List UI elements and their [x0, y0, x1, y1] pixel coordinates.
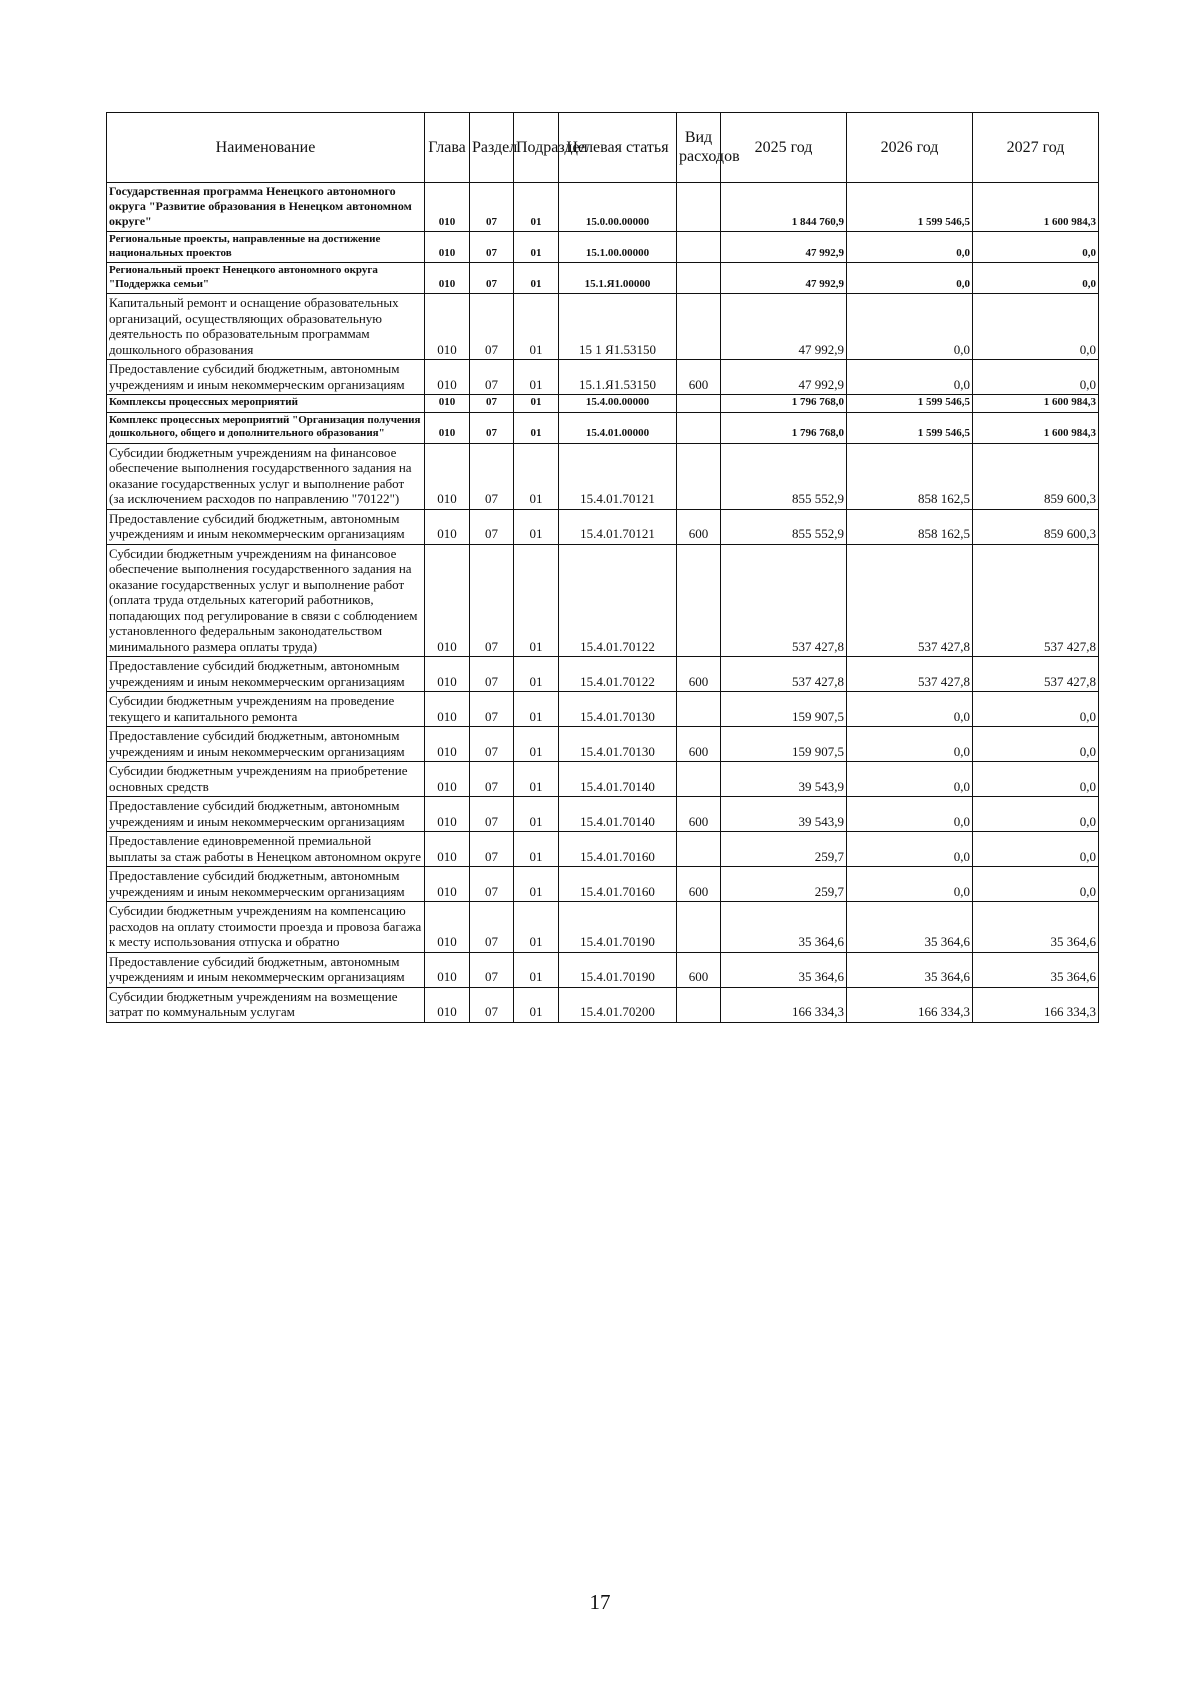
cell-glava: 010	[425, 832, 470, 867]
header-glava: Глава	[425, 113, 470, 183]
cell-2027: 0,0	[973, 692, 1099, 727]
cell-2025: 537 427,8	[721, 544, 847, 657]
cell-celevaya: 15.1.Я1.00000	[559, 263, 677, 294]
cell-name: Предоставление субсидий бюджетным, автономным учреждениям и иным некоммерческим организациям	[107, 360, 425, 395]
cell-2026: 35 364,6	[847, 902, 973, 953]
cell-celevaya: 15.4.01.70190	[559, 952, 677, 987]
cell-razdel: 07	[470, 412, 514, 443]
cell-razdel: 07	[470, 657, 514, 692]
table-header-row	[107, 113, 1099, 183]
cell-razdel: 07	[470, 544, 514, 657]
cell-podrazdel: 01	[514, 263, 559, 294]
cell-podrazdel: 01	[514, 692, 559, 727]
cell-name: Субсидии бюджетным учреждениям на компенсацию расходов на оплату стоимости проезда и провоза багажа к месту использования отпуска и обратно	[107, 902, 425, 953]
table-body	[107, 183, 1099, 1023]
cell-podrazdel: 01	[514, 544, 559, 657]
table-row	[107, 902, 1099, 953]
cell-podrazdel: 01	[514, 727, 559, 762]
cell-2025: 47 992,9	[721, 360, 847, 395]
cell-vid: 600	[677, 797, 721, 832]
cell-name: Предоставление субсидий бюджетным, автономным учреждениям и иным некоммерческим организациям	[107, 509, 425, 544]
cell-2026: 166 334,3	[847, 987, 973, 1022]
table-row	[107, 443, 1099, 509]
cell-vid: 600	[677, 727, 721, 762]
cell-vid	[677, 443, 721, 509]
cell-vid	[677, 395, 721, 413]
cell-podrazdel: 01	[514, 952, 559, 987]
cell-celevaya: 15.4.01.70140	[559, 762, 677, 797]
cell-2026: 0,0	[847, 797, 973, 832]
cell-2026: 1 599 546,5	[847, 412, 973, 443]
cell-razdel: 07	[470, 867, 514, 902]
table-row	[107, 692, 1099, 727]
cell-glava: 010	[425, 727, 470, 762]
cell-2026: 35 364,6	[847, 952, 973, 987]
cell-2025: 159 907,5	[721, 727, 847, 762]
page-number: 17	[589, 1590, 611, 1614]
table-row	[107, 360, 1099, 395]
cell-razdel: 07	[470, 952, 514, 987]
cell-2025: 1 796 768,0	[721, 395, 847, 413]
cell-2026: 537 427,8	[847, 657, 973, 692]
cell-2026: 0,0	[847, 867, 973, 902]
cell-name: Комплекс процессных мероприятий "Организация получения дошкольного, общего и дополнительного образования"	[107, 412, 425, 443]
cell-name: Предоставление единовременной премиальной выплаты за стаж работы в Ненецком автономном округе	[107, 832, 425, 867]
cell-2025: 537 427,8	[721, 657, 847, 692]
table-row	[107, 412, 1099, 443]
cell-2025: 259,7	[721, 867, 847, 902]
cell-2025: 47 992,9	[721, 294, 847, 360]
cell-glava: 010	[425, 183, 470, 232]
cell-podrazdel: 01	[514, 395, 559, 413]
cell-glava: 010	[425, 902, 470, 953]
cell-vid	[677, 183, 721, 232]
cell-2025: 35 364,6	[721, 902, 847, 953]
table-row	[107, 832, 1099, 867]
header-vid: Вид расходов	[677, 113, 721, 183]
cell-vid	[677, 692, 721, 727]
cell-glava: 010	[425, 360, 470, 395]
cell-2027: 537 427,8	[973, 657, 1099, 692]
cell-celevaya: 15.1.00.00000	[559, 232, 677, 263]
table-row	[107, 509, 1099, 544]
cell-celevaya: 15.4.01.70122	[559, 544, 677, 657]
cell-2025: 39 543,9	[721, 762, 847, 797]
table-row	[107, 657, 1099, 692]
cell-2027: 0,0	[973, 797, 1099, 832]
table-row	[107, 727, 1099, 762]
header-2026: 2026 год	[847, 113, 973, 183]
cell-name: Капитальный ремонт и оснащение образовательных организаций, осуществляющих образовательную деятельность по образовательным программам дошкольного образования	[107, 294, 425, 360]
cell-vid	[677, 263, 721, 294]
cell-podrazdel: 01	[514, 867, 559, 902]
cell-2025: 39 543,9	[721, 797, 847, 832]
cell-celevaya: 15.4.01.70130	[559, 727, 677, 762]
cell-vid	[677, 762, 721, 797]
cell-glava: 010	[425, 762, 470, 797]
cell-podrazdel: 01	[514, 294, 559, 360]
cell-name: Предоставление субсидий бюджетным, автономным учреждениям и иным некоммерческим организациям	[107, 797, 425, 832]
cell-glava: 010	[425, 657, 470, 692]
cell-2026: 537 427,8	[847, 544, 973, 657]
cell-2026: 0,0	[847, 263, 973, 294]
cell-podrazdel: 01	[514, 412, 559, 443]
cell-2026: 0,0	[847, 692, 973, 727]
cell-2026: 0,0	[847, 232, 973, 263]
cell-2027: 1 600 984,3	[973, 412, 1099, 443]
cell-glava: 010	[425, 692, 470, 727]
cell-razdel: 07	[470, 443, 514, 509]
table-row	[107, 952, 1099, 987]
cell-glava: 010	[425, 232, 470, 263]
cell-glava: 010	[425, 509, 470, 544]
cell-glava: 010	[425, 952, 470, 987]
cell-2027: 0,0	[973, 867, 1099, 902]
cell-name: Субсидии бюджетным учреждениям на финансовое обеспечение выполнения государственного задания на оказание государственных услуг и выполнение работ (оплата труда отдельных категорий работников, попадающих под регулирование в связи с соблюдением установленного федеральным законодательством минимального размера оплаты труда)	[107, 544, 425, 657]
cell-razdel: 07	[470, 692, 514, 727]
cell-2027: 0,0	[973, 263, 1099, 294]
cell-razdel: 07	[470, 509, 514, 544]
table-row	[107, 232, 1099, 263]
cell-2027: 0,0	[973, 762, 1099, 797]
cell-vid	[677, 232, 721, 263]
header-podrazdel: Подраздел	[514, 113, 559, 183]
cell-2025: 855 552,9	[721, 443, 847, 509]
header-name: Наименование	[107, 113, 425, 183]
cell-2027: 1 600 984,3	[973, 183, 1099, 232]
cell-podrazdel: 01	[514, 987, 559, 1022]
cell-2027: 0,0	[973, 360, 1099, 395]
cell-2027: 1 600 984,3	[973, 395, 1099, 413]
cell-celevaya: 15.4.00.00000	[559, 395, 677, 413]
cell-celevaya: 15.4.01.70200	[559, 987, 677, 1022]
cell-celevaya: 15.4.01.70122	[559, 657, 677, 692]
cell-vid	[677, 294, 721, 360]
cell-podrazdel: 01	[514, 797, 559, 832]
cell-2025: 166 334,3	[721, 987, 847, 1022]
cell-glava: 010	[425, 544, 470, 657]
cell-name: Субсидии бюджетным учреждениям на проведение текущего и капитального ремонта	[107, 692, 425, 727]
cell-glava: 010	[425, 294, 470, 360]
cell-2026: 1 599 546,5	[847, 183, 973, 232]
header-razdel: Раздел	[470, 113, 514, 183]
table-row	[107, 987, 1099, 1022]
cell-2025: 47 992,9	[721, 232, 847, 263]
cell-2026: 0,0	[847, 727, 973, 762]
cell-2027: 537 427,8	[973, 544, 1099, 657]
cell-vid	[677, 987, 721, 1022]
cell-vid	[677, 544, 721, 657]
cell-celevaya: 15.4.01.70160	[559, 867, 677, 902]
table-row	[107, 395, 1099, 413]
cell-razdel: 07	[470, 395, 514, 413]
cell-2026: 0,0	[847, 360, 973, 395]
table-row	[107, 263, 1099, 294]
cell-celevaya: 15.4.01.00000	[559, 412, 677, 443]
cell-razdel: 07	[470, 797, 514, 832]
cell-2027: 859 600,3	[973, 443, 1099, 509]
cell-name: Комплексы процессных мероприятий	[107, 395, 425, 413]
cell-razdel: 07	[470, 902, 514, 953]
cell-vid	[677, 412, 721, 443]
cell-2025: 1 796 768,0	[721, 412, 847, 443]
cell-vid: 600	[677, 509, 721, 544]
cell-2027: 0,0	[973, 294, 1099, 360]
cell-2025: 47 992,9	[721, 263, 847, 294]
table-row	[107, 183, 1099, 232]
table-row	[107, 867, 1099, 902]
cell-celevaya: 15.4.01.70121	[559, 509, 677, 544]
cell-celevaya: 15 1 Я1.53150	[559, 294, 677, 360]
cell-razdel: 07	[470, 294, 514, 360]
cell-celevaya: 15.0.00.00000	[559, 183, 677, 232]
header-2027: 2027 год	[973, 113, 1099, 183]
cell-celevaya: 15.4.01.70160	[559, 832, 677, 867]
header-celevaya: Целевая статья	[559, 113, 677, 183]
cell-2026: 0,0	[847, 294, 973, 360]
cell-name: Предоставление субсидий бюджетным, автономным учреждениям и иным некоммерческим организациям	[107, 657, 425, 692]
cell-glava: 010	[425, 263, 470, 294]
cell-name: Государственная программа Ненецкого автономного округа "Развитие образования в Ненецком автономном округе"	[107, 183, 425, 232]
cell-2027: 859 600,3	[973, 509, 1099, 544]
cell-podrazdel: 01	[514, 360, 559, 395]
cell-glava: 010	[425, 395, 470, 413]
cell-2026: 858 162,5	[847, 509, 973, 544]
cell-glava: 010	[425, 867, 470, 902]
cell-podrazdel: 01	[514, 657, 559, 692]
cell-razdel: 07	[470, 727, 514, 762]
cell-podrazdel: 01	[514, 902, 559, 953]
cell-2026: 1 599 546,5	[847, 395, 973, 413]
table-row	[107, 294, 1099, 360]
cell-name: Предоставление субсидий бюджетным, автономным учреждениям и иным некоммерческим организациям	[107, 867, 425, 902]
cell-2027: 0,0	[973, 832, 1099, 867]
cell-2025: 855 552,9	[721, 509, 847, 544]
cell-podrazdel: 01	[514, 443, 559, 509]
cell-vid: 600	[677, 360, 721, 395]
cell-2027: 0,0	[973, 232, 1099, 263]
cell-podrazdel: 01	[514, 232, 559, 263]
cell-celevaya: 15.4.01.70140	[559, 797, 677, 832]
cell-razdel: 07	[470, 762, 514, 797]
cell-2026: 0,0	[847, 832, 973, 867]
cell-razdel: 07	[470, 183, 514, 232]
cell-2026: 0,0	[847, 762, 973, 797]
cell-razdel: 07	[470, 263, 514, 294]
cell-celevaya: 15.4.01.70190	[559, 902, 677, 953]
cell-glava: 010	[425, 797, 470, 832]
cell-2025: 159 907,5	[721, 692, 847, 727]
cell-name: Предоставление субсидий бюджетным, автономным учреждениям и иным некоммерческим организациям	[107, 952, 425, 987]
table-row	[107, 544, 1099, 657]
cell-vid	[677, 832, 721, 867]
cell-celevaya: 15.4.01.70130	[559, 692, 677, 727]
cell-2027: 35 364,6	[973, 902, 1099, 953]
cell-name: Региональный проект Ненецкого автономного округа "Поддержка семьи"	[107, 263, 425, 294]
budget-table	[106, 112, 1099, 1023]
cell-glava: 010	[425, 443, 470, 509]
cell-name: Субсидии бюджетным учреждениям на финансовое обеспечение выполнения государственного задания на оказание государственных услуг и выполнение работ (за исключением расходов по направлению "70122")	[107, 443, 425, 509]
cell-2025: 1 844 760,9	[721, 183, 847, 232]
cell-name: Субсидии бюджетным учреждениям на возмещение затрат по коммунальным услугам	[107, 987, 425, 1022]
cell-glava: 010	[425, 412, 470, 443]
cell-2026: 858 162,5	[847, 443, 973, 509]
cell-podrazdel: 01	[514, 832, 559, 867]
cell-name: Предоставление субсидий бюджетным, автономным учреждениям и иным некоммерческим организациям	[107, 727, 425, 762]
cell-vid: 600	[677, 952, 721, 987]
cell-2027: 166 334,3	[973, 987, 1099, 1022]
cell-vid: 600	[677, 867, 721, 902]
table-row	[107, 797, 1099, 832]
cell-2025: 35 364,6	[721, 952, 847, 987]
cell-2027: 35 364,6	[973, 952, 1099, 987]
cell-celevaya: 15.1.Я1.53150	[559, 360, 677, 395]
cell-podrazdel: 01	[514, 762, 559, 797]
cell-razdel: 07	[470, 360, 514, 395]
cell-name: Региональные проекты, направленные на достижение национальных проектов	[107, 232, 425, 263]
cell-podrazdel: 01	[514, 509, 559, 544]
header-2025: 2025 год	[721, 113, 847, 183]
cell-vid: 600	[677, 657, 721, 692]
cell-celevaya: 15.4.01.70121	[559, 443, 677, 509]
table-row	[107, 762, 1099, 797]
cell-razdel: 07	[470, 987, 514, 1022]
cell-name: Субсидии бюджетным учреждениям на приобретение основных средств	[107, 762, 425, 797]
cell-razdel: 07	[470, 232, 514, 263]
cell-vid	[677, 902, 721, 953]
cell-podrazdel: 01	[514, 183, 559, 232]
cell-2025: 259,7	[721, 832, 847, 867]
cell-razdel: 07	[470, 832, 514, 867]
cell-2027: 0,0	[973, 727, 1099, 762]
cell-glava: 010	[425, 987, 470, 1022]
